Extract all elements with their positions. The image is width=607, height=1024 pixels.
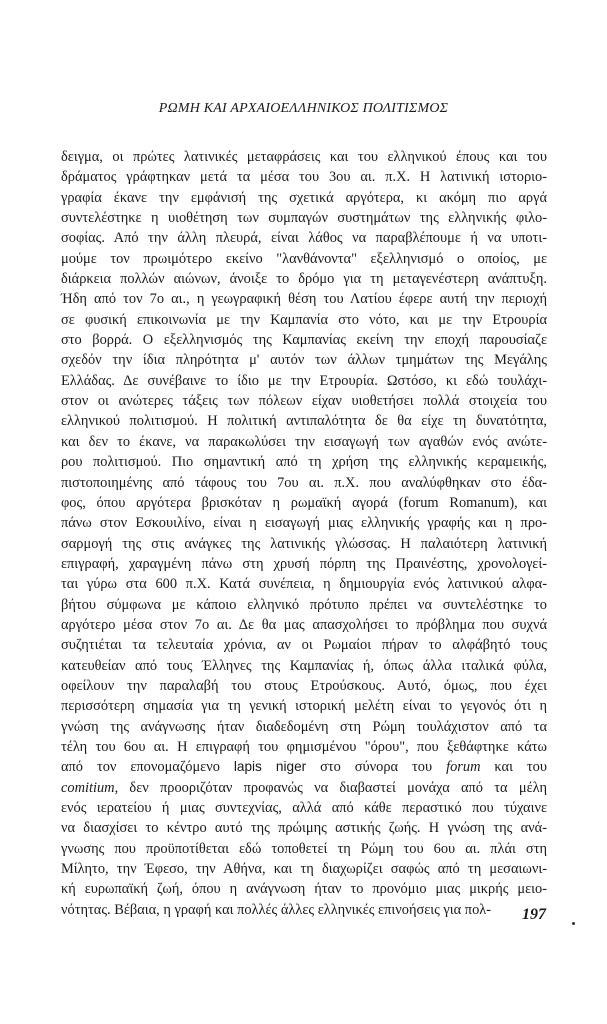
text-segment: γνωσης που προϋποτίθεται εδώ τοποθετεί τη Ρώμη του 6ου αι. πλάι στη [61,840,547,857]
text-segment: περισσότερη σημασία για τη γενική ιστορική μελέτη είναι το γεγονός ότι η [61,698,547,715]
text-segment: πιστοποιημένης από τάφους του 7ου αι. π.Χ. που αναλύφθηκαν στο έδα- [61,474,547,491]
text-line [61,554,547,574]
text-line [61,900,547,920]
text-segment: κατευθείαν από τους Έλληνες της Καμπανίας ή, όπως άλλα ιταλικά φύλα, [61,657,547,674]
text-segment: ενός ιερατείου ή μιας συντεχνίας, αλλά από κάθε περαστικό που τύχαινε [61,800,547,816]
text-segment: κή ευρωπαϊκή ζωή, όπου η ανάγνωση ήταν το προνόμιο μιας μικρής μειο- [61,881,547,898]
text-line [61,350,547,370]
text-line [61,411,547,431]
text-segment: μούμε τον πρωιμότερο εκείνο "λανθάνοντα" εξελληνισμό ο οποίος, με [61,250,547,267]
text-line [61,432,547,452]
text-segment: και δεν το έκανε, να παρακωλύσει την εισαγωγή των αγαθών ενός ανώτε- [61,433,547,450]
text-line [61,147,547,167]
text-line [61,574,547,594]
text-line [61,452,547,472]
text-segment: να διασχίσει το κέντρο αυτό της πρώιμης αστικής ζωής. Η γνώση της ανά- [61,820,547,837]
text-segment: πάνω στον Εσκουιλίνο, είναι η εισαγωγή μιας ελληνικής γραφής και η προ- [61,515,547,532]
text-line [61,249,547,269]
text-segment: φος, όπου αργότερα βρισκόταν η ρωμαϊκή αγορά (forum Romanum), και [61,494,547,511]
text-line [61,798,547,818]
text-segment: Ελλάδας. Δε συνέβαινε το ίδιο με την Ετρουρία. Ωστόσο, κι εδώ τουλάχι- [61,372,547,389]
text-segment: Ήδη από τον 7ο αι., η γεωγραφική θέση του Λατίου έφερε αυτή την περιοχή [61,291,547,308]
text-segment-italic: forum [446,759,481,776]
text-segment: από τον επονομαζόμενο [61,759,234,776]
text-segment: σαρμογή της στις ανάγκες της λατινικής γλώσσας. Η παλαιότερη λατινική [61,535,547,552]
text-segment: Μίλητο, την Έφεσο, την Αθήνα, και τη διαχωρίζει σαφώς από τη μεσαιωνι- [61,861,547,878]
text-line [61,757,547,777]
text-segment: επιγραφή, χαραγμένη πάνω στη χρυσή πόρπη της Πραινέστης, χρονολογεί- [61,555,547,572]
text-segment: στο σύνορα του [306,759,447,776]
text-line [61,737,547,757]
page-number: 197 [522,906,546,923]
text-segment: και του [480,759,547,776]
text-segment: στον οι ανώτερες τάξεις των πόλεων είχαν υιοθετήσει πολλά στοιχεία του [61,393,547,410]
text-line [61,269,547,289]
text-line [61,534,547,554]
text-segment: σε φυσική επικοινωνία με την Καμπανία στο νότο, και με την Ετρουρία [61,311,547,328]
text-segment: σχεδόν την ίδια πληρότητα μ' αυτόν των άλλων τμημάτων της Μεγάλης [61,352,547,369]
text-line [61,778,547,798]
text-line [61,859,547,879]
text-segment: διάρκεια πολλών αιώνων, άνοιξε το δρόμο για τη μεταγενέστερη ανάπτυξη. [61,271,547,288]
text-line [61,635,547,655]
text-line [61,595,547,615]
text-line [61,615,547,635]
text-segment: οφείλουν την παραλαβή του στους Ετρούσκους. Αυτό, όμως, που έχει [61,677,547,694]
text-segment: ρου πολιτισμού. Πιο σημαντική από τη χρήση της ελληνικής κεραμεικής, [61,454,547,471]
text-line [61,228,547,248]
text-line [61,696,547,716]
text-line [61,208,547,228]
text-segment: ται γύρω στα 600 π.Χ. Κατά συνέπεια, η δημιουργία ενός λατινικού αλφα- [61,576,547,593]
text-segment: σοφίας. Από την άλλη πλευρά, είναι λάθος να παραβλέπουμε ή να υποτι- [61,230,547,247]
text-line [61,310,547,330]
text-line [61,289,547,309]
text-segment: βήτου σύμφωνα με κάποιο ελληνικό πρότυπο πρέπει να συντελέστηκε το [61,596,547,613]
text-line [61,391,547,411]
text-segment: συντελέστηκε η υιοθέτηση των συμπαγών συστημάτων της ελληνικής φιλο- [61,210,547,227]
text-line [61,188,547,208]
body-text [61,147,547,920]
text-line [61,493,547,513]
text-segment: δειγμα, οι πρώτες λατινικές μεταφράσεις και του ελληνικού έπους και του [61,149,547,165]
text-line [61,371,547,391]
text-segment: γραφία έκανε την εμφάνισή της σχετικά αργότερα, κι ακόμη πιο αργά [61,189,547,206]
text-segment: στο βορρά. Ο εξελληνισμός της Καμπανίας εκείνη την εποχή παρουσίαζε [61,332,547,349]
text-line [61,879,547,899]
text-segment: ελληνικού πολιτισμού. Η πολιτική αντιπαλότητα δε θα είχε τη δυνατότητα, [61,413,547,430]
margin-speck [572,922,575,925]
text-line [61,513,547,533]
text-line [61,330,547,350]
text-line [61,676,547,696]
text-segment: γνώση της ανάγνωσης ήταν διαδεδομένη στη Ρώμη τουλάχιστον από τα [61,718,547,735]
text-line [61,717,547,737]
text-segment: συζητιέται τα τελευταία χρόνια, αν οι Ρωμαίοι πήραν το αλφάβητό τους [61,637,547,654]
text-segment-sans: lapis niger [233,759,307,775]
text-segment: αργότερο μέσα στον 7ο αι. Δε θα μας απασχολήσει το πρόβλημα που συχνά [61,616,547,633]
text-line [61,167,547,187]
text-segment: δράματος γράφτηκαν μετά τα μέσα του 3ου αι. π.Χ. Η λατινική ιστοριο- [61,169,547,186]
text-segment: τέλη του 6ου αι. Η επιγραφή του φημισμένου "όρου", που ξεθάφτηκε κάτω [61,738,547,755]
text-line [61,656,547,676]
text-line [61,818,547,838]
text-segment-italic: comitium [61,779,115,796]
text-segment: , δεν προοριζόταν προφανώς να διαβαστεί μονάχα από τα μέλη [114,779,547,796]
text-segment: νότητας. Βέβαια, η γραφή και πολλές άλλες ελληνικές επινοήσεις για πολ- [61,901,492,918]
text-line [61,839,547,859]
running-header: ΡΩΜΗ ΚΑΙ ΑΡΧΑΙΟΕΛΛΗΝΙΚΟΣ ΠΟΛΙΤΙΣΜΟΣ [158,101,449,116]
text-line [61,473,547,493]
